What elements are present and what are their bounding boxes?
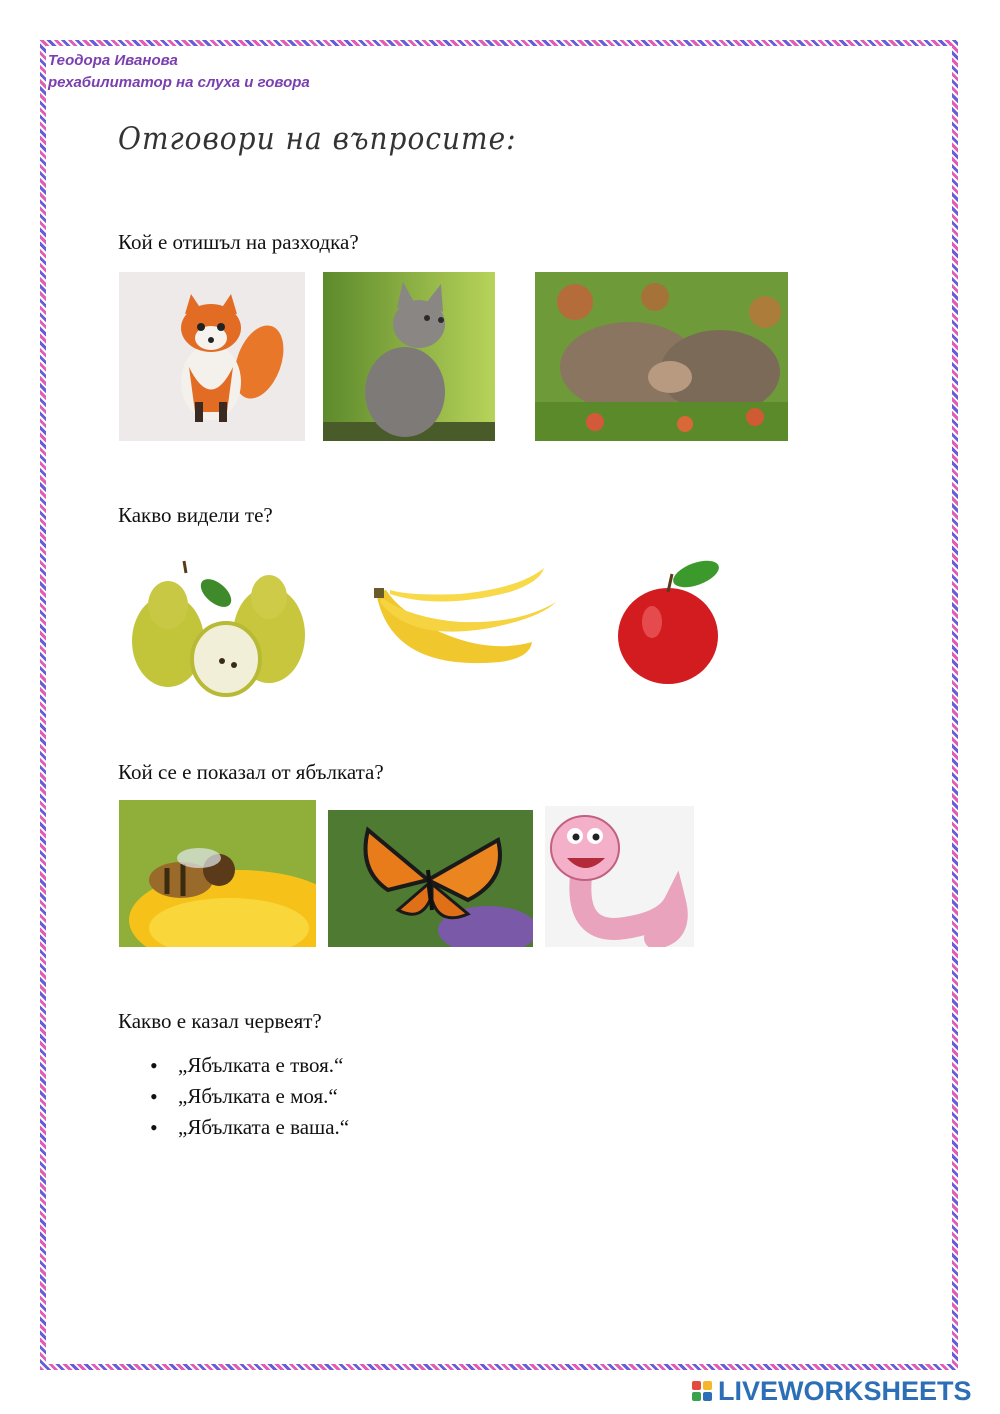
kitten-image[interactable]	[323, 272, 495, 441]
answer-option-2[interactable]: • „Ябълката е моя.“	[178, 1081, 349, 1112]
page-heading: Отговори на въпросите:	[118, 120, 517, 157]
answer-option-1[interactable]: • „Ябълката е твоя.“	[178, 1050, 349, 1081]
question-3: Кой се е показал от ябълката?	[118, 760, 384, 784]
apple-image[interactable]	[608, 550, 736, 690]
logo-text: LIVEWORKSHEETS	[718, 1375, 972, 1406]
liveworksheets-logo[interactable]	[692, 1374, 972, 1408]
bananas-image[interactable]	[370, 562, 562, 694]
pears-image[interactable]	[124, 545, 316, 701]
question-4: Какво е казал червеят?	[118, 1009, 322, 1033]
logo-blocks-icon	[692, 1381, 712, 1401]
butterfly-image[interactable]	[328, 810, 533, 947]
answer-list	[118, 1050, 349, 1143]
hedgehogs-image[interactable]	[535, 272, 788, 441]
bee-image[interactable]	[119, 800, 316, 947]
answer-option-3[interactable]: • „Ябълката е ваша.“	[178, 1112, 349, 1143]
question-1: Кой е отишъл на разходка?	[118, 230, 359, 254]
worm-image[interactable]	[545, 806, 694, 947]
fox-image[interactable]	[119, 272, 305, 441]
author-role: рехабилитатор на слуха и говора	[48, 74, 310, 91]
author-name: Теодора Иванова	[48, 52, 178, 69]
question-2: Какво видели те?	[118, 503, 273, 527]
